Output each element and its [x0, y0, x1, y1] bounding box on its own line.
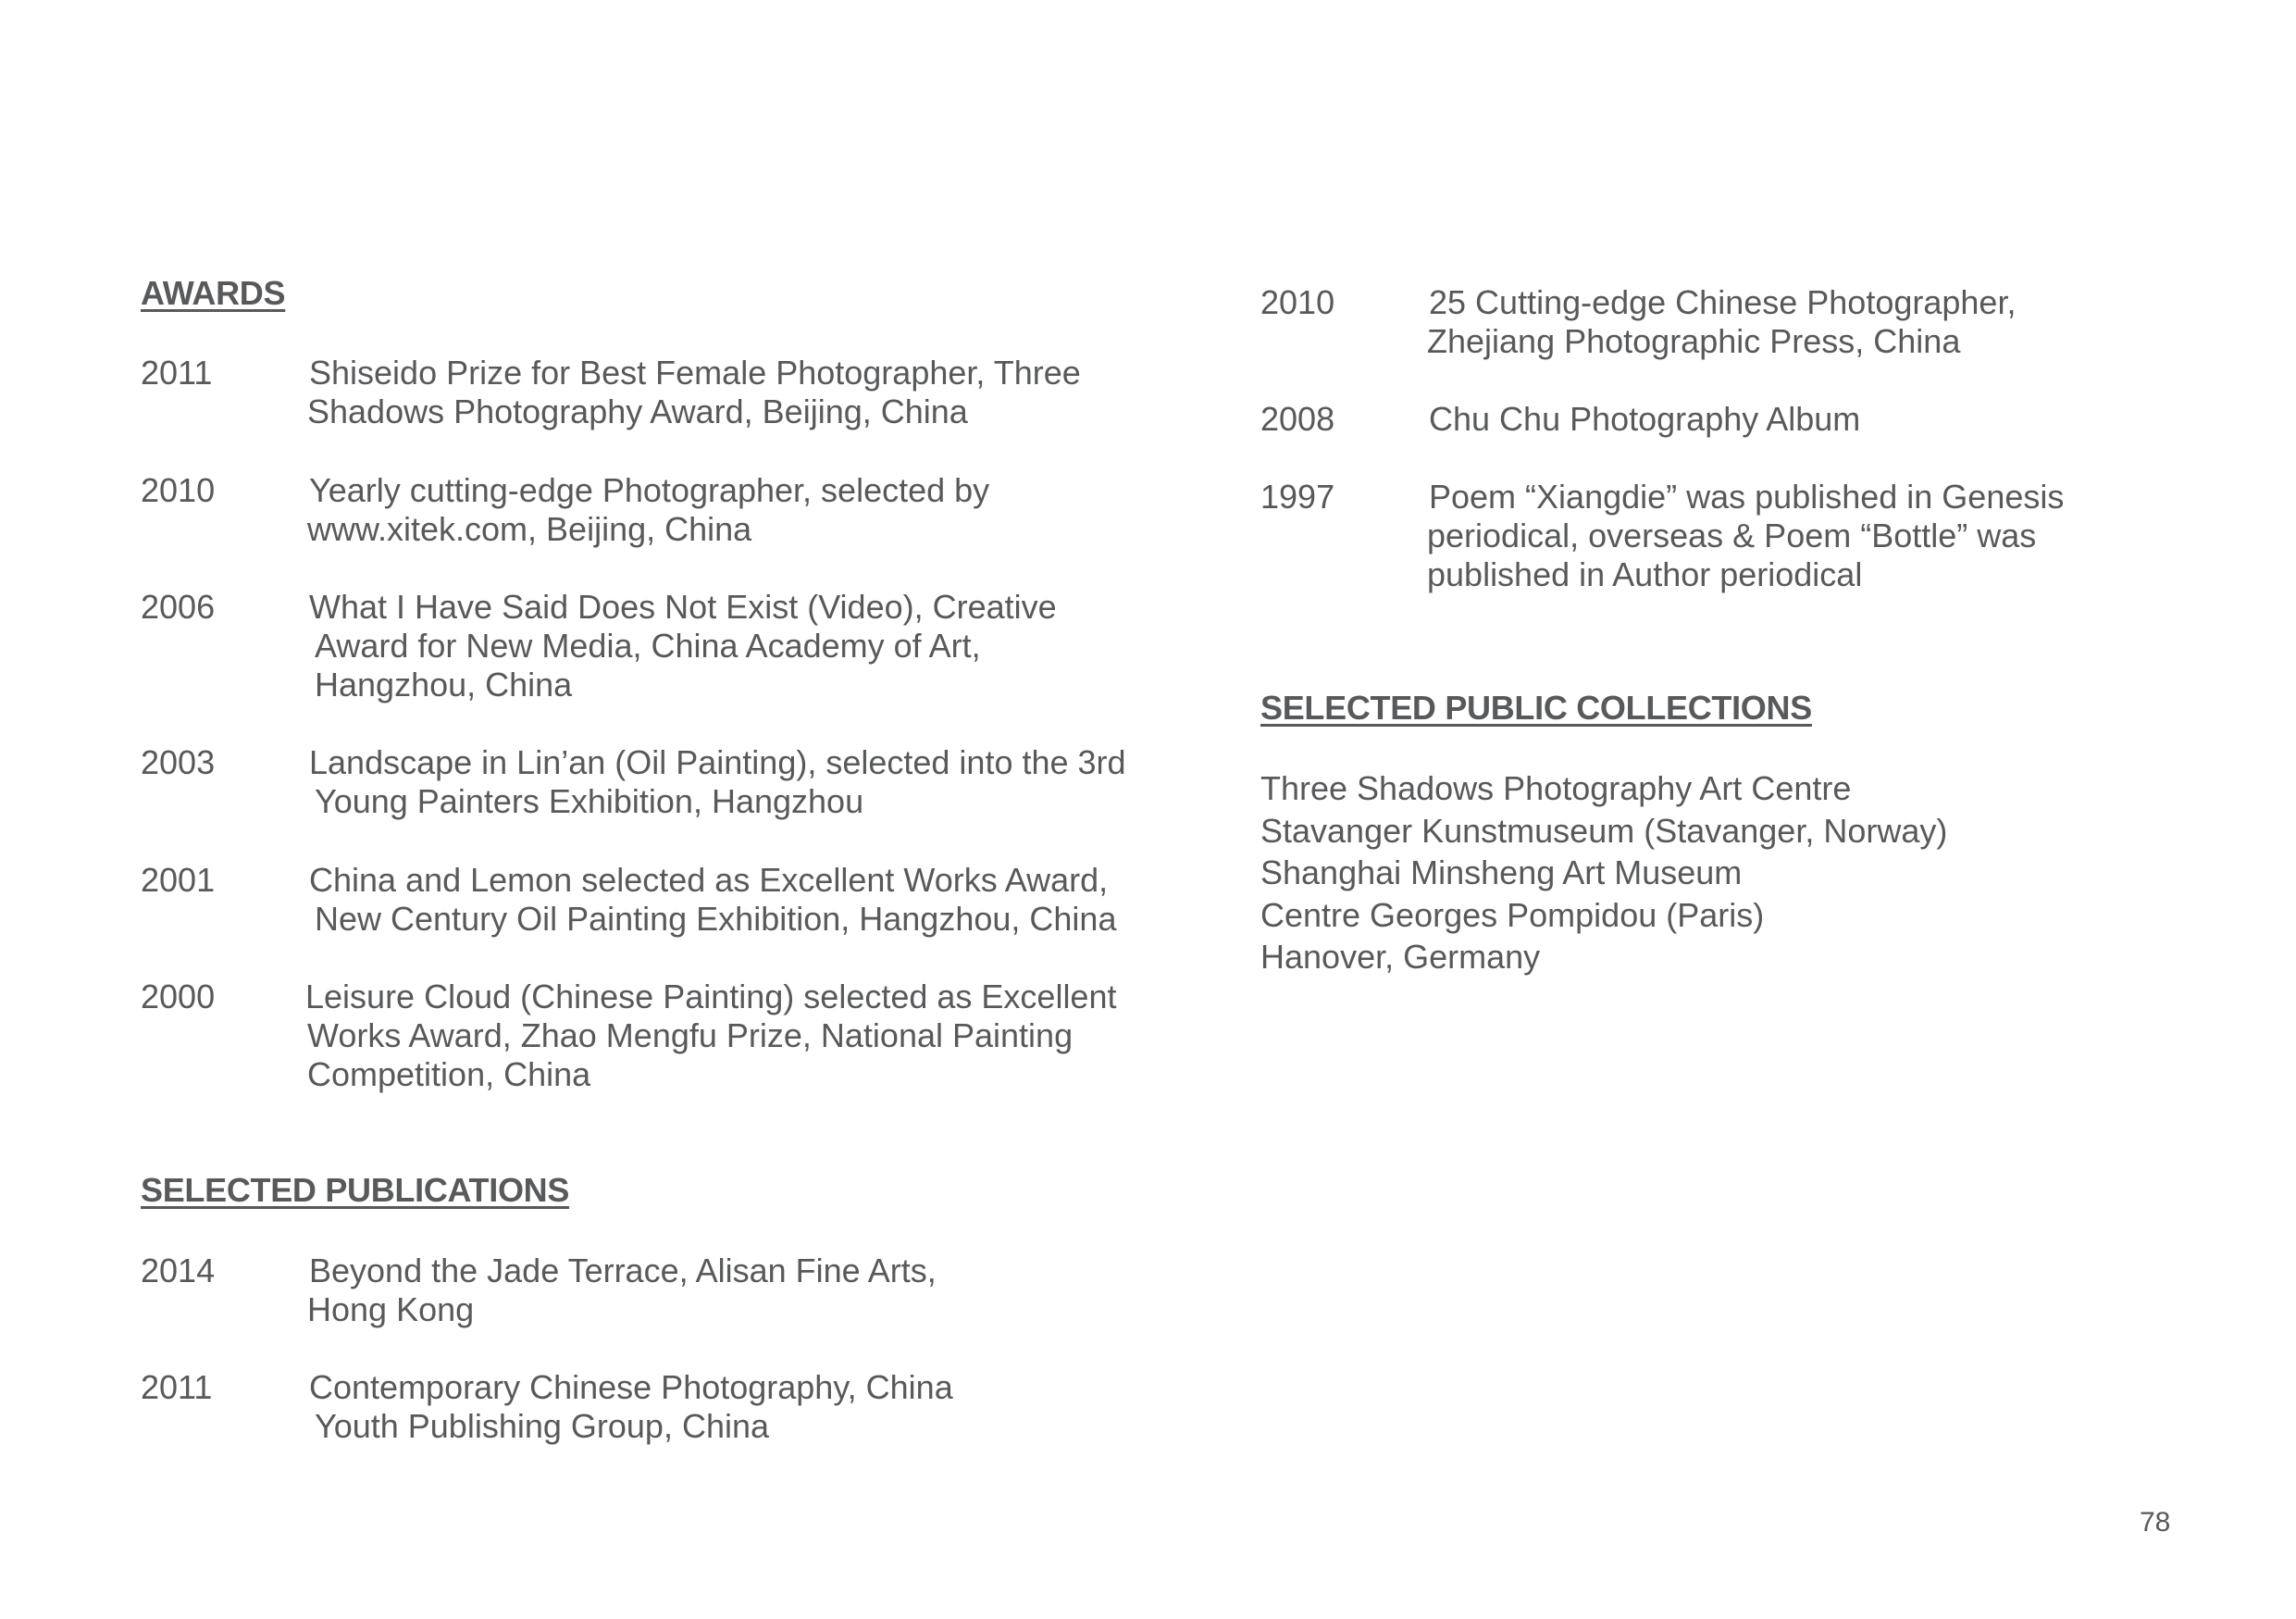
award-line: Award for New Media, China Academy of Art, — [315, 627, 981, 665]
award-line: Shiseido Prize for Best Female Photographer, Three — [309, 354, 1081, 392]
publication-description — [1427, 283, 2016, 361]
award-description — [309, 743, 1126, 821]
publication-line: Beyond the Jade Terrace, Alisan Fine Arts, — [309, 1252, 937, 1289]
publication-year: 2008 — [1260, 400, 1335, 438]
page-number: 78 — [2140, 1507, 2171, 1538]
award-year: 2011 — [141, 354, 213, 392]
collection-item: Stavanger Kunstmuseum (Stavanger, Norway) — [1260, 811, 1948, 850]
award-line: Young Painters Exhibition, Hangzhou — [315, 782, 864, 820]
collection-item: Centre Georges Pompidou (Paris) — [1260, 895, 1765, 934]
collections-list — [1260, 767, 1947, 978]
publication-year: 2010 — [1260, 283, 1335, 321]
award-line: Works Award, Zhao Mengfu Prize, National Painting — [307, 1016, 1074, 1054]
publication-line: 25 Cutting-edge Chinese Photographer, — [1429, 283, 2017, 321]
publications-heading: SELECTED PUBLICATIONS — [141, 1171, 570, 1209]
award-line: www.xitek.com, Beijing, China — [307, 510, 752, 548]
publication-line: Youth Publishing Group, China — [315, 1407, 770, 1445]
award-line: Hangzhou, China — [315, 666, 573, 704]
publication-line: Poem “Xiangdie” was published in Genesis — [1429, 478, 2065, 516]
collections-heading: SELECTED PUBLIC COLLECTIONS — [1260, 689, 1812, 727]
award-line: Competition, China — [307, 1055, 591, 1093]
award-line: Landscape in Lin’an (Oil Painting), selected into the 3rd — [309, 743, 1126, 781]
publication-description — [1427, 400, 1860, 439]
award-year: 2000 — [141, 978, 216, 1015]
publication-line: Zhejiang Photographic Press, China — [1427, 322, 1961, 360]
collection-item: Shanghai Minsheng Art Museum — [1260, 853, 1743, 891]
award-description — [307, 354, 1081, 431]
publication-line: published in Author periodical — [1427, 555, 1863, 593]
publication-line: Contemporary Chinese Photography, China — [309, 1368, 953, 1406]
award-description — [305, 978, 1116, 1094]
award-line: Leisure Cloud (Chinese Painting) selected as Excellent — [305, 978, 1117, 1015]
award-description — [309, 861, 1116, 939]
award-description — [309, 588, 1057, 704]
award-year: 2010 — [141, 471, 216, 509]
publication-year: 2011 — [141, 1368, 213, 1406]
award-year: 2003 — [141, 743, 216, 781]
award-line: New Century Oil Painting Exhibition, Hangzhou, China — [315, 900, 1117, 938]
award-line: Yearly cutting-edge Photographer, selected by — [309, 471, 990, 509]
award-line: What I Have Said Does Not Exist (Video), Creative — [309, 588, 1057, 626]
publication-line: periodical, overseas & Poem “Bottle” was — [1427, 517, 2037, 554]
award-year: 2001 — [141, 861, 216, 899]
publication-line: Chu Chu Photography Album — [1429, 400, 1861, 438]
publication-description — [307, 1252, 937, 1329]
publication-line: Hong Kong — [307, 1290, 475, 1328]
award-year: 2006 — [141, 588, 216, 626]
award-line: China and Lemon selected as Excellent Works Award, — [309, 861, 1109, 899]
collection-item: Hanover, Germany — [1260, 938, 1541, 976]
award-line: Shadows Photography Award, Beijing, China — [307, 392, 968, 430]
award-description — [307, 471, 989, 549]
publication-description — [309, 1368, 953, 1446]
awards-heading: AWARDS — [141, 274, 286, 312]
publication-description — [1427, 478, 2064, 594]
collection-item: Three Shadows Photography Art Centre — [1260, 769, 1852, 807]
publication-year: 2014 — [141, 1252, 216, 1289]
publication-year: 1997 — [1260, 478, 1335, 516]
